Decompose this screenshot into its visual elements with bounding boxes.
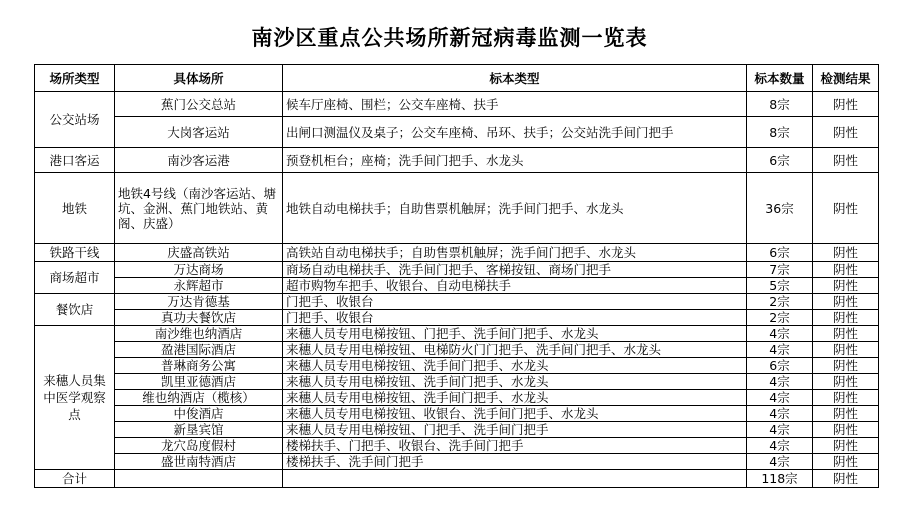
venue-cell: 真功夫餐饮店 <box>115 310 283 326</box>
samples-cell: 楼梯扶手、门把手、收银台、洗手间门把手 <box>283 438 747 454</box>
count-cell: 5宗 <box>747 278 813 294</box>
samples-cell: 来穗人员专用电梯按钮、收银台、洗手间门把手、水龙头 <box>283 406 747 422</box>
total-row <box>35 470 879 488</box>
count-cell: 4宗 <box>747 438 813 454</box>
result-cell: 阴性 <box>813 342 879 358</box>
table-row <box>35 262 879 278</box>
count-cell: 4宗 <box>747 454 813 470</box>
venue-cell: 万达商场 <box>115 262 283 278</box>
table-row <box>35 342 879 358</box>
total-empty-venue <box>115 470 283 488</box>
venue-cell: 南沙客运港 <box>115 148 283 173</box>
result-cell: 阴性 <box>813 294 879 310</box>
result-cell: 阴性 <box>813 148 879 173</box>
samples-cell: 来穗人员专用电梯按钮、电梯防火门门把手、洗手间门把手、水龙头 <box>283 342 747 358</box>
table-row <box>35 92 879 117</box>
count-cell: 2宗 <box>747 294 813 310</box>
table-row <box>35 148 879 173</box>
result-cell: 阴性 <box>813 422 879 438</box>
count-cell: 4宗 <box>747 326 813 342</box>
samples-cell: 出闸口测温仪及桌子；公交车座椅、吊环、扶手；公交站洗手间门把手 <box>283 117 747 148</box>
total-label: 合计 <box>35 470 115 488</box>
result-cell: 阴性 <box>813 310 879 326</box>
count-cell: 2宗 <box>747 310 813 326</box>
category-cell: 铁路干线 <box>35 244 115 262</box>
table-row <box>35 173 879 244</box>
venue-cell: 庆盛高铁站 <box>115 244 283 262</box>
venue-cell: 蕉门公交总站 <box>115 92 283 117</box>
count-cell: 7宗 <box>747 262 813 278</box>
venue-cell: 普琳商务公寓 <box>115 358 283 374</box>
category-cell: 商场超市 <box>35 262 115 294</box>
samples-cell: 来穗人员专用电梯按钮、洗手间门把手、水龙头 <box>283 374 747 390</box>
result-cell: 阴性 <box>813 326 879 342</box>
venue-cell: 永辉超市 <box>115 278 283 294</box>
category-cell: 地铁 <box>35 173 115 244</box>
count-cell: 8宗 <box>747 117 813 148</box>
samples-cell: 来穗人员专用电梯按钮、门把手、洗手间门把手、水龙头 <box>283 326 747 342</box>
count-cell: 4宗 <box>747 374 813 390</box>
venue-cell: 新垦宾馆 <box>115 422 283 438</box>
result-cell: 阴性 <box>813 244 879 262</box>
venue-cell: 地铁4号线（南沙客运站、塘坑、金洲、蕉门地铁站、黄阁、庆盛） <box>115 173 283 244</box>
count-cell: 4宗 <box>747 406 813 422</box>
table-row <box>35 422 879 438</box>
header-venue: 具体场所 <box>115 65 283 92</box>
category-cell: 来穗人员集中医学观察点 <box>35 326 115 470</box>
count-cell: 6宗 <box>747 358 813 374</box>
table-row <box>35 358 879 374</box>
count-cell: 6宗 <box>747 244 813 262</box>
result-cell: 阴性 <box>813 117 879 148</box>
count-cell: 8宗 <box>747 92 813 117</box>
table-row <box>35 438 879 454</box>
header-result: 检测结果 <box>813 65 879 92</box>
table-row <box>35 278 879 294</box>
category-cell: 公交站场 <box>35 92 115 148</box>
samples-cell: 来穗人员专用电梯按钮、洗手间门把手、水龙头 <box>283 390 747 406</box>
result-cell: 阴性 <box>813 92 879 117</box>
page-title: 南沙区重点公共场所新冠病毒监测一览表 <box>251 26 648 50</box>
total-result: 阴性 <box>813 470 879 488</box>
table-row <box>35 454 879 470</box>
table-row <box>35 374 879 390</box>
table-row <box>35 390 879 406</box>
samples-cell: 商场自动电梯扶手、洗手间门把手、客梯按钮、商场门把手 <box>283 262 747 278</box>
count-cell: 4宗 <box>747 422 813 438</box>
table-row <box>35 117 879 148</box>
count-cell: 36宗 <box>747 173 813 244</box>
venue-cell: 盛世南特酒店 <box>115 454 283 470</box>
category-cell: 港口客运 <box>35 148 115 173</box>
result-cell: 阴性 <box>813 390 879 406</box>
total-empty-samples <box>283 470 747 488</box>
venue-cell: 龙穴岛度假村 <box>115 438 283 454</box>
result-cell: 阴性 <box>813 406 879 422</box>
count-cell: 4宗 <box>747 390 813 406</box>
result-cell: 阴性 <box>813 173 879 244</box>
samples-cell: 候车厅座椅、围栏；公交车座椅、扶手 <box>283 92 747 117</box>
table-row <box>35 244 879 262</box>
samples-cell: 预登机柜台；座椅；洗手间门把手、水龙头 <box>283 148 747 173</box>
monitoring-table <box>34 64 879 488</box>
venue-cell: 凯里亚德酒店 <box>115 374 283 390</box>
table-row <box>35 310 879 326</box>
table-row <box>35 294 879 310</box>
samples-cell: 地铁自动电梯扶手；自助售票机触屏；洗手间门把手、水龙头 <box>283 173 747 244</box>
samples-cell: 门把手、收银台 <box>283 294 747 310</box>
samples-cell: 楼梯扶手、洗手间门把手 <box>283 454 747 470</box>
result-cell: 阴性 <box>813 374 879 390</box>
table-header-row <box>35 65 879 92</box>
total-count: 118宗 <box>747 470 813 488</box>
result-cell: 阴性 <box>813 262 879 278</box>
samples-cell: 高铁站自动电梯扶手；自助售票机触屏；洗手间门把手、水龙头 <box>283 244 747 262</box>
header-count: 标本数量 <box>747 65 813 92</box>
category-cell: 餐饮店 <box>35 294 115 326</box>
header-samples: 标本类型 <box>283 65 747 92</box>
venue-cell: 南沙维也纳酒店 <box>115 326 283 342</box>
venue-cell: 维也纳酒店（榄核） <box>115 390 283 406</box>
samples-cell: 来穗人员专用电梯按钮、洗手间门把手、水龙头 <box>283 358 747 374</box>
result-cell: 阴性 <box>813 278 879 294</box>
result-cell: 阴性 <box>813 438 879 454</box>
count-cell: 6宗 <box>747 148 813 173</box>
header-category: 场所类型 <box>35 65 115 92</box>
venue-cell: 中俊酒店 <box>115 406 283 422</box>
table-row <box>35 326 879 342</box>
table-row <box>35 406 879 422</box>
samples-cell: 来穗人员专用电梯按钮、门把手、洗手间门把手 <box>283 422 747 438</box>
count-cell: 4宗 <box>747 342 813 358</box>
result-cell: 阴性 <box>813 454 879 470</box>
venue-cell: 大岗客运站 <box>115 117 283 148</box>
samples-cell: 门把手、收银台 <box>283 310 747 326</box>
venue-cell: 盈港国际酒店 <box>115 342 283 358</box>
samples-cell: 超市购物车把手、收银台、自动电梯扶手 <box>283 278 747 294</box>
venue-cell: 万达肯德基 <box>115 294 283 310</box>
result-cell: 阴性 <box>813 358 879 374</box>
